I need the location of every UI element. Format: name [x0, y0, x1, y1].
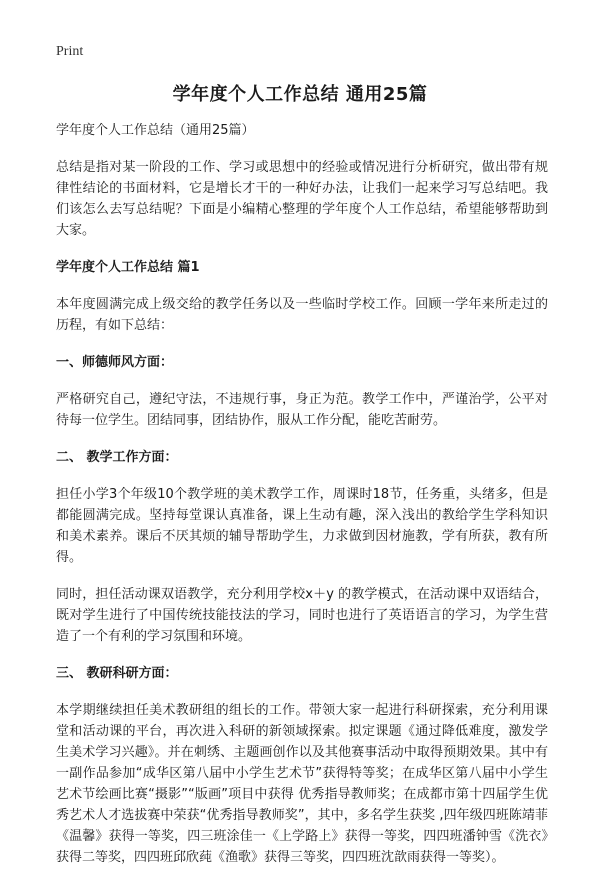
print-label: Print [56, 44, 84, 59]
section-heading-teaching: 二、 教学工作方面： [56, 450, 178, 465]
section-heading-research: 三、 教研科研方面： [56, 666, 178, 681]
section-paragraph: 严格研究自己，遵纪守法，不违规行事，身正为范。教学工作中，严谨治学，公平对待每一位学生。团结同事，团结协作，服从工作分配，能吃苦耐劳。 [56, 392, 548, 428]
document-subtitle: 学年度个人工作总结（通用25篇） [56, 123, 255, 138]
opening-paragraph: 本年度圆满完成上级交给的教学任务以及一些临时学校工作。回顾一学年来所走过的历程，有如下总结： [56, 297, 548, 333]
intro-paragraph: 总结是指对某一阶段的工作、学习或思想中的经验或情况进行分析研究，做出带有规律性结论的书面材料，它是增长才干的一种好办法，让我们一起来学习写总结吧。我们该怎么去写总结呢？下面是小编精心整理的学年度个人工作总结，希望能够帮助到大家。 [56, 160, 548, 238]
section-paragraph: 本学期继续担任美术教研组的组长的工作。带领大家一起进行科研探索，充分利用课堂和活动课的平台，再次进入科研的新领域探索。拟定课题《通过降低难度，激发学生美术学习兴趣》。并在刺绣、主题画创作以及其他赛事活动中取得预期效果。其中有一副作品参加“成华区第八届中小学生艺术节”获得特等奖；在成华区第八届中小学生艺术节绘画比赛“摄影”“版画”项目中获得 优秀指导教师奖；在成都市第十四届学生优秀艺术人才选拔赛中荣获“优秀指导教师奖”，其中，多名学生获奖 ,四年级四班陈靖菲《温馨》获得一等奖，四三班涂佳一《上学路上》获得一等奖，四四班潘钟雪《洗衣》获得二等奖，四四班邱欣莼《渔歌》获得三等奖，四四班沈歆雨获得一等奖）。 [56, 703, 548, 865]
document-body [56, 120, 548, 884]
article-heading: 学年度个人工作总结 篇1 [56, 260, 200, 275]
section-heading-ethics: 一、师德师风方面： [56, 355, 174, 370]
section-paragraph: 担任小学3个年级10个教学班的美术教学工作，周课时18节，任务重，头绪多，但是都能圆满完成。坚持每堂课认真准备，课上生动有趣，深入浅出的教给学生学科知识和美术素养。课后不厌其烦的辅导帮助学生，力求做到因材施教，学有所获，教有所得。 [56, 487, 548, 565]
section-paragraph: 同时，担任活动课双语教学，充分利用学校x＋y 的教学模式，在活动课中双语结合，既对学生进行了中国传统技能技法的学习，同时也进行了英语语言的学习，为学生营造了一个有利的学习氛围和环境。 [56, 587, 548, 644]
document-title: 学年度个人工作总结 通用25篇 [172, 84, 428, 105]
